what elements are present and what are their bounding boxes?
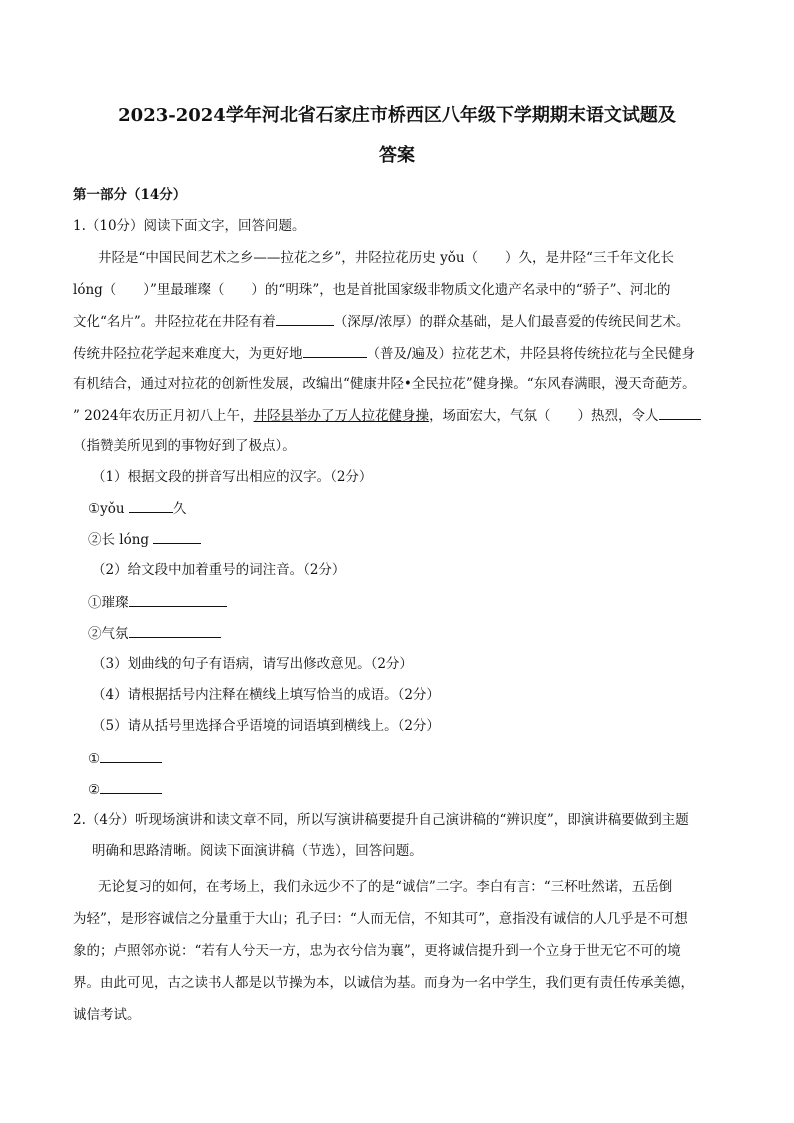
q1-paragraph-line (73, 311, 689, 332)
q1-paragraph-line (73, 405, 701, 426)
sub-question-3: （3）划曲线的句子有语病，请写出修改意见。（2分） (92, 656, 413, 672)
question-2-heading: 2.（4分）听现场演讲和读文章不同，所以写演讲稿要提升自己演讲稿的“辨识度”，即演讲稿要做到主题 (73, 812, 689, 828)
question-1-heading: 1.（10分）阅读下面文字，回答问题。 (73, 218, 306, 234)
q2-paragraph-line: 为轻”，是形容诚信之分量重于大山；孔子曰：“人而无信，不知其可”，意指没有诚信的人几乎是不可想 (73, 911, 688, 927)
q1-paragraph-line: 有机结合，通过对拉花的创新性发展，改编出“健康井陉•全民拉花”健身操。“东风春满眼，漫天奇葩芳。 (73, 376, 696, 392)
answer-label: ①yǒu (88, 501, 125, 517)
sub-question-4: （4）请根据括号内注释在横线上填写恰当的成语。（2分） (92, 687, 440, 703)
answer-label: 久 (172, 501, 187, 517)
page-title-line-2: 答案 (379, 145, 415, 166)
q1-text: ，场面宏大，气氛（ ）热烈，令人 (429, 408, 659, 424)
answer-row (88, 498, 186, 519)
q1-paragraph-line: （指赞美所见到的事物好到了极点）。 (73, 438, 296, 454)
blank-line (100, 748, 162, 763)
answer-row (88, 779, 162, 800)
answer-label: ②长 lóng (88, 532, 150, 548)
blank-line (153, 529, 201, 544)
answer-label: ②气氛 (88, 626, 129, 642)
sub-question-1: （1）根据文段的拼音写出相应的汉字。（2分） (92, 469, 373, 485)
answer-label: ① (88, 751, 101, 767)
q1-text: ” 2024年农历正月初八上午， (73, 408, 254, 424)
blank-line (129, 623, 221, 638)
sub-question-2: （2）给文段中加着重号的词注音。（2分） (92, 562, 346, 578)
blank-line (659, 405, 701, 420)
underlined-sentence: 井陉县举办了万人拉花健身操 (253, 408, 430, 424)
answer-row (88, 529, 201, 550)
answer-label: ①璀璨 (88, 595, 129, 611)
section-heading: 第一部分（14分） (73, 187, 187, 203)
blank-line (276, 311, 334, 326)
q1-text: 文化“名片”。井陉拉花在井陉有着 (73, 314, 276, 330)
q1-text: （深厚/浓厚）的群众基础，是人们最喜爱的传统民间艺术。 (333, 314, 690, 330)
q1-paragraph-line: 井陉是“中国民间艺术之乡——拉花之乡”，井陉拉花历史 yǒu（ ）久，是井陉“三千年文化长 (98, 250, 674, 266)
q1-paragraph-line: lóng（ ）”里最璀璨（ ）的“明珠”，也是首批国家级非物质文化遗产名录中的“骄子”、河北的 (73, 282, 671, 298)
q2-paragraph-line: 界。由此可见，古之读书人都是以节操为本，以诚信为基。而身为一名中学生，我们更有责任传承美德， (73, 975, 694, 991)
q2-paragraph-line: 无论复习的如何，在考场上，我们永远少不了的是“诚信”二字。李白有言：“三杯吐然诺，五岳倒 (98, 879, 673, 895)
q2-paragraph-line: 诚信考试。 (73, 1007, 141, 1023)
sub-question-5: （5）请从括号里选择合乎语境的词语填到横线上。（2分） (92, 718, 440, 734)
page-title-line-1: 2023-2024学年河北省石家庄市桥西区八年级下学期期末语文试题及 (118, 105, 676, 126)
blank-line (303, 343, 367, 358)
answer-row (88, 592, 227, 613)
blank-line (129, 592, 227, 607)
q1-text: （普及/遍及）拉花艺术，井陉县将传统拉花与全民健身 (366, 346, 696, 362)
q1-paragraph-line (73, 343, 695, 364)
question-2-heading-cont: 明确和思路清晰。阅读下面演讲稿（节选），回答问题。 (92, 843, 423, 859)
blank-line (129, 498, 173, 513)
q1-text: 传统井陉拉花学起来难度大，为更好地 (73, 346, 303, 362)
answer-label: ② (88, 782, 101, 798)
q2-paragraph-line: 象的；卢照邻亦说：“若有人兮天一方，忠为衣兮信为襄”，更将诚信提升到一个立身于世无它不可的境 (73, 943, 681, 959)
blank-line (100, 779, 162, 794)
answer-row (88, 623, 221, 644)
answer-row (88, 748, 162, 769)
